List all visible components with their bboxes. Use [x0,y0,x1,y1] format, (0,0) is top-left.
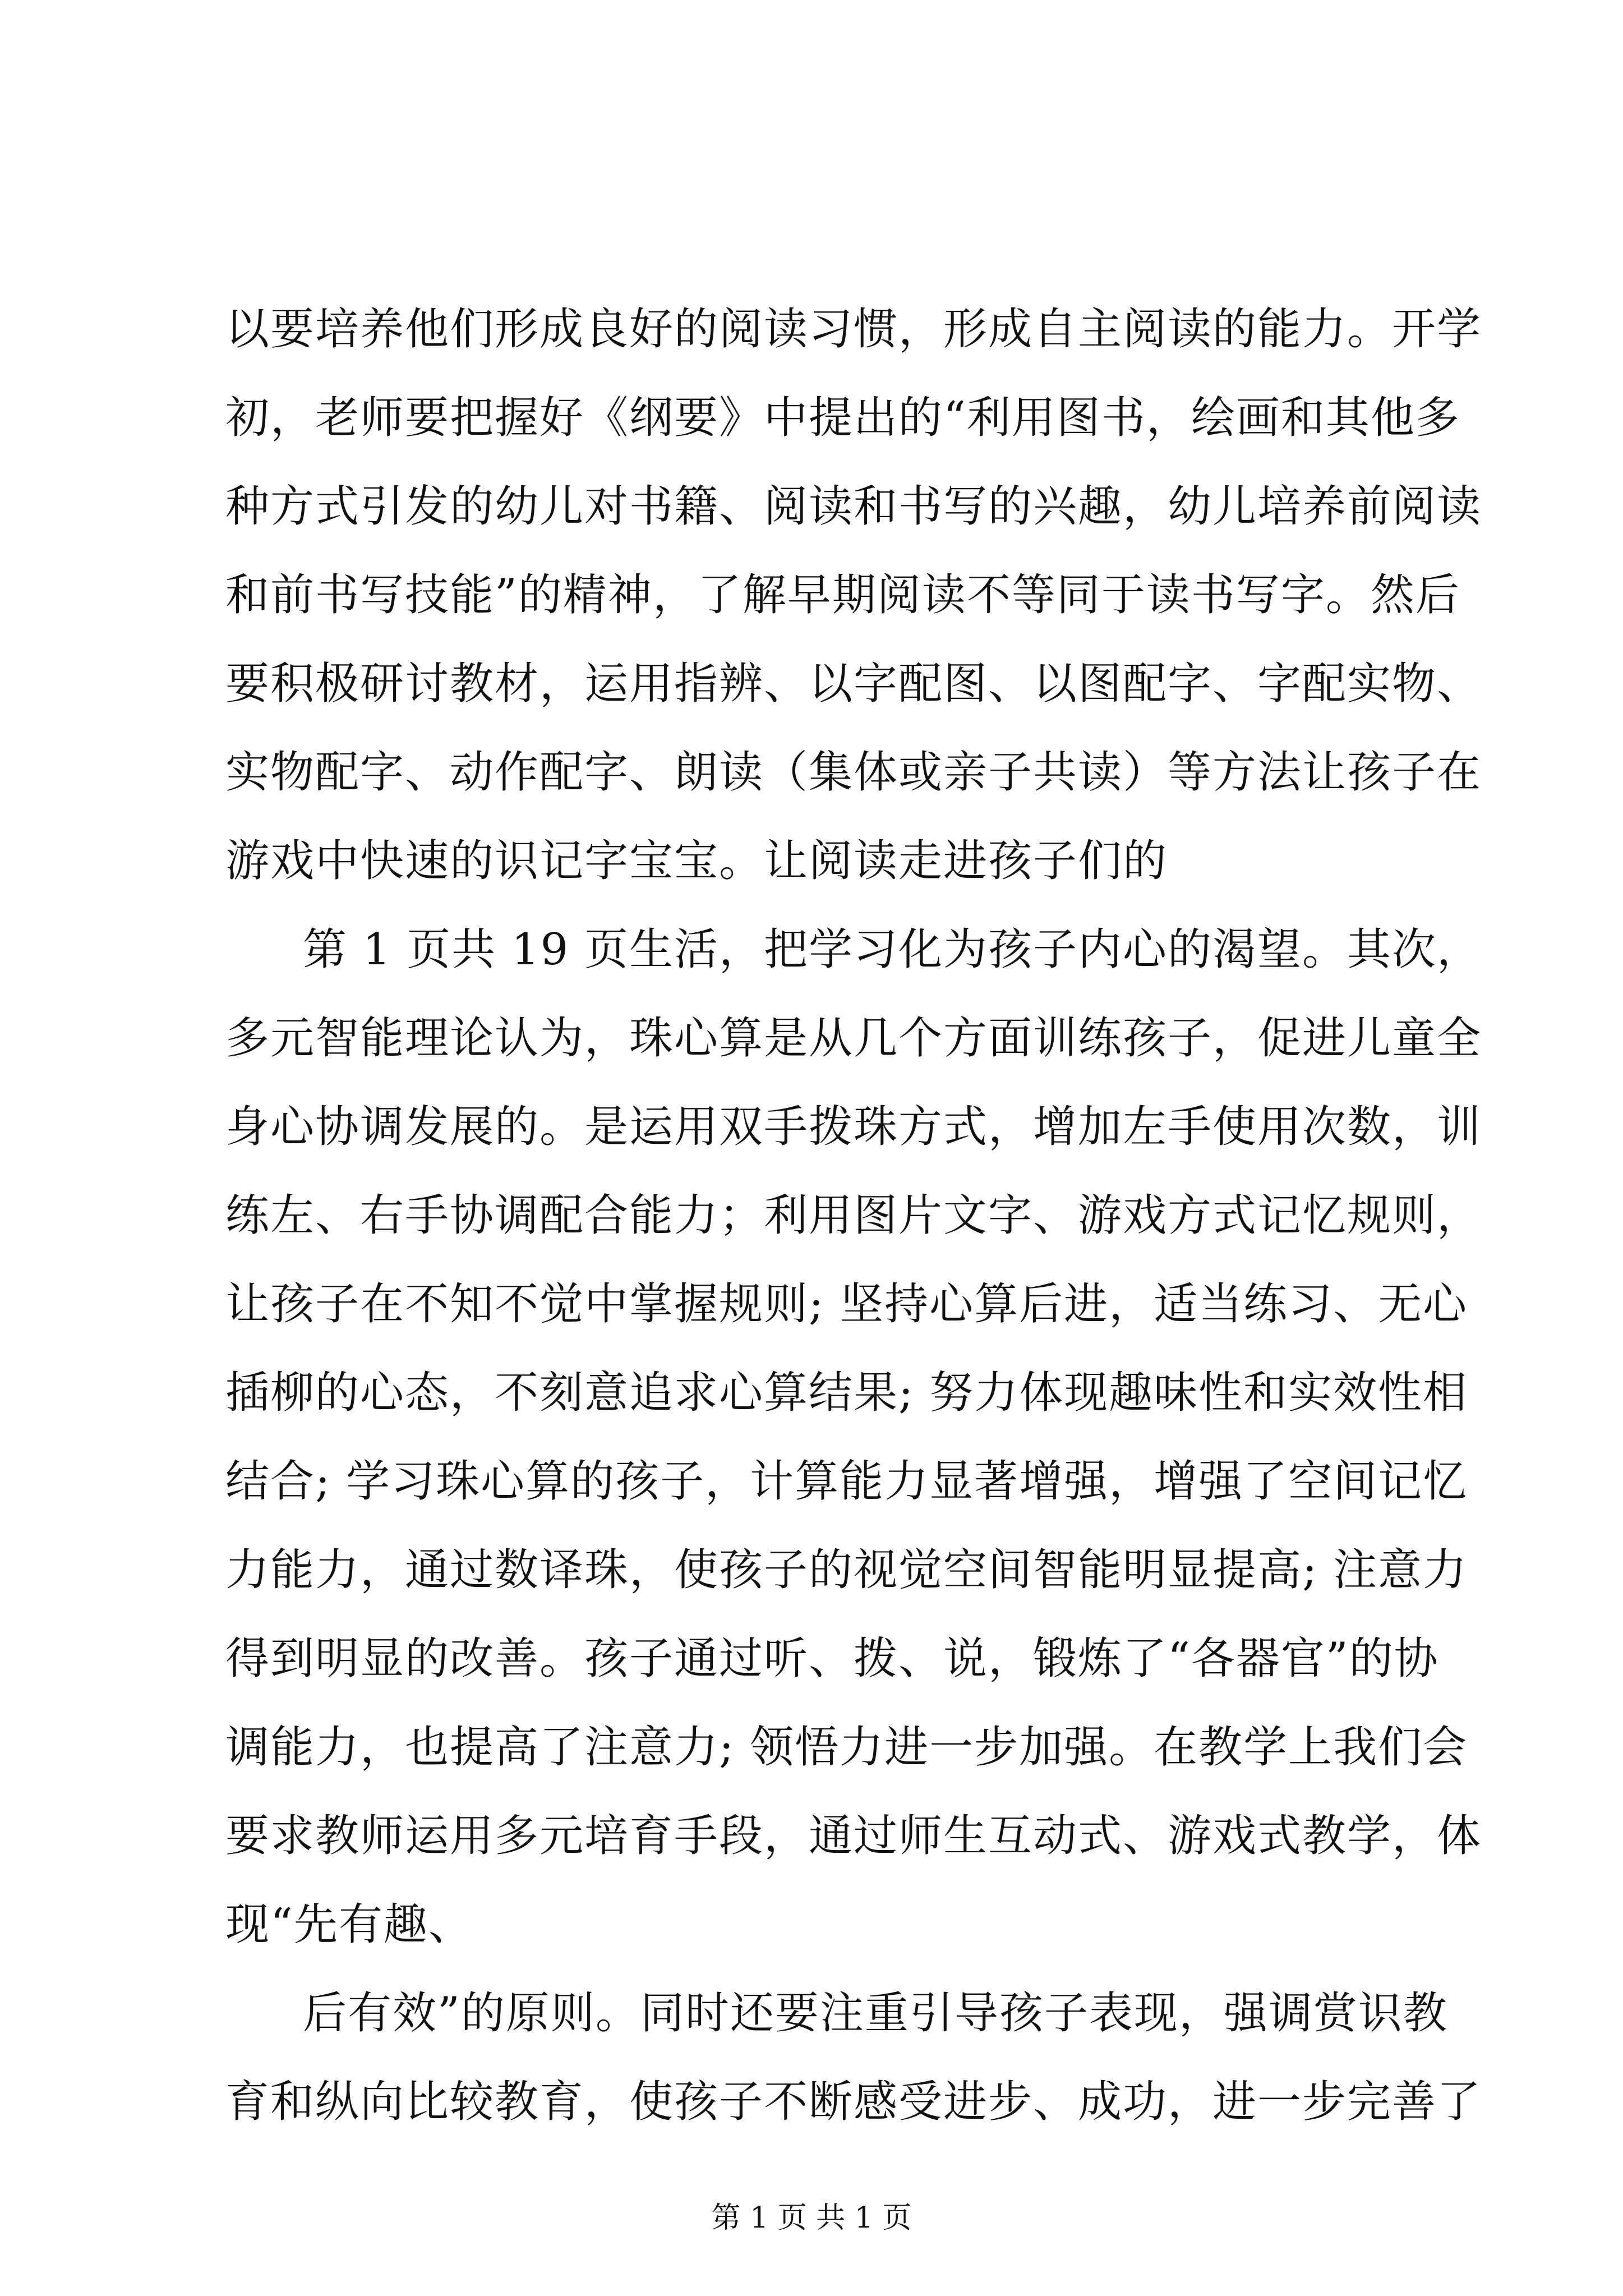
text-line: 游戏中快速的识记字宝宝。让阅读走进孩子们的 [225,836,1168,886]
text-line: 第 1 页共 19 页生活，把学习化为孩子内心的渴望。其次， [303,924,1482,975]
text-line: 种方式引发的幼儿对书籍、阅读和书写的兴趣，幼儿培养前阅读 [225,481,1482,532]
text-line: 结合; 学习珠心算的孩子，计算能力显著增强，增强了空间记忆 [225,1456,1468,1507]
text-line: 和前书写技能”的精神，了解早期阅读不等同于读书写字。然后 [225,570,1460,620]
text-line: 要求教师运用多元培育手段，通过师生互动式、游戏式教学，体 [225,1811,1482,1861]
text-line: 得到明显的改善。孩子通过听、拨、说，锻炼了“各器官”的协 [225,1634,1439,1684]
text-line: 实物配字、动作配字、朗读（集体或亲子共读）等方法让孩子在 [225,747,1482,798]
text-line: 身心协调发展的。是运用双手拨珠方式，增加左手使用次数，训 [225,1102,1482,1152]
text-line: 多元智能理论认为，珠心算是从几个方面训练孩子，促进儿童全 [225,1013,1482,1064]
text-line: 以要培养他们形成良好的阅读习惯，形成自主阅读的能力。开学 [225,304,1482,355]
text-line: 调能力，也提高了注意力; 领悟力进一步加强。在教学上我们会 [225,1722,1468,1773]
text-line: 插柳的心态，不刻意追求心算结果; 努力体现趣味性和实效性相 [225,1368,1468,1418]
text-line: 现“先有趣、 [225,1899,473,1950]
text-line: 力能力，通过数译珠，使孩子的视觉空间智能明显提高; 注意力 [225,1545,1468,1595]
text-line: 育和纵向比较教育，使孩子不断感受进步、成功，进一步完善了 [225,2077,1482,2127]
text-line: 要积极研讨教材，运用指辨、以字配图、以图配字、字配实物、 [225,659,1482,709]
text-line: 初，老师要把握好《纲要》中提出的“利用图书，绘画和其他多 [225,393,1460,443]
text-line: 练左、右手协调配合能力；利用图片文字、游戏方式记忆规则， [225,1190,1482,1241]
text-line: 让孩子在不知不觉中掌握规则; 坚持心算后进，适当练习、无心 [225,1279,1468,1329]
page-footer: 第 1 页 共 1 页 [711,2201,912,2235]
text-line: 后有效”的原则。同时还要注重引导孩子表现，强调赏识教 [303,1988,1448,2039]
